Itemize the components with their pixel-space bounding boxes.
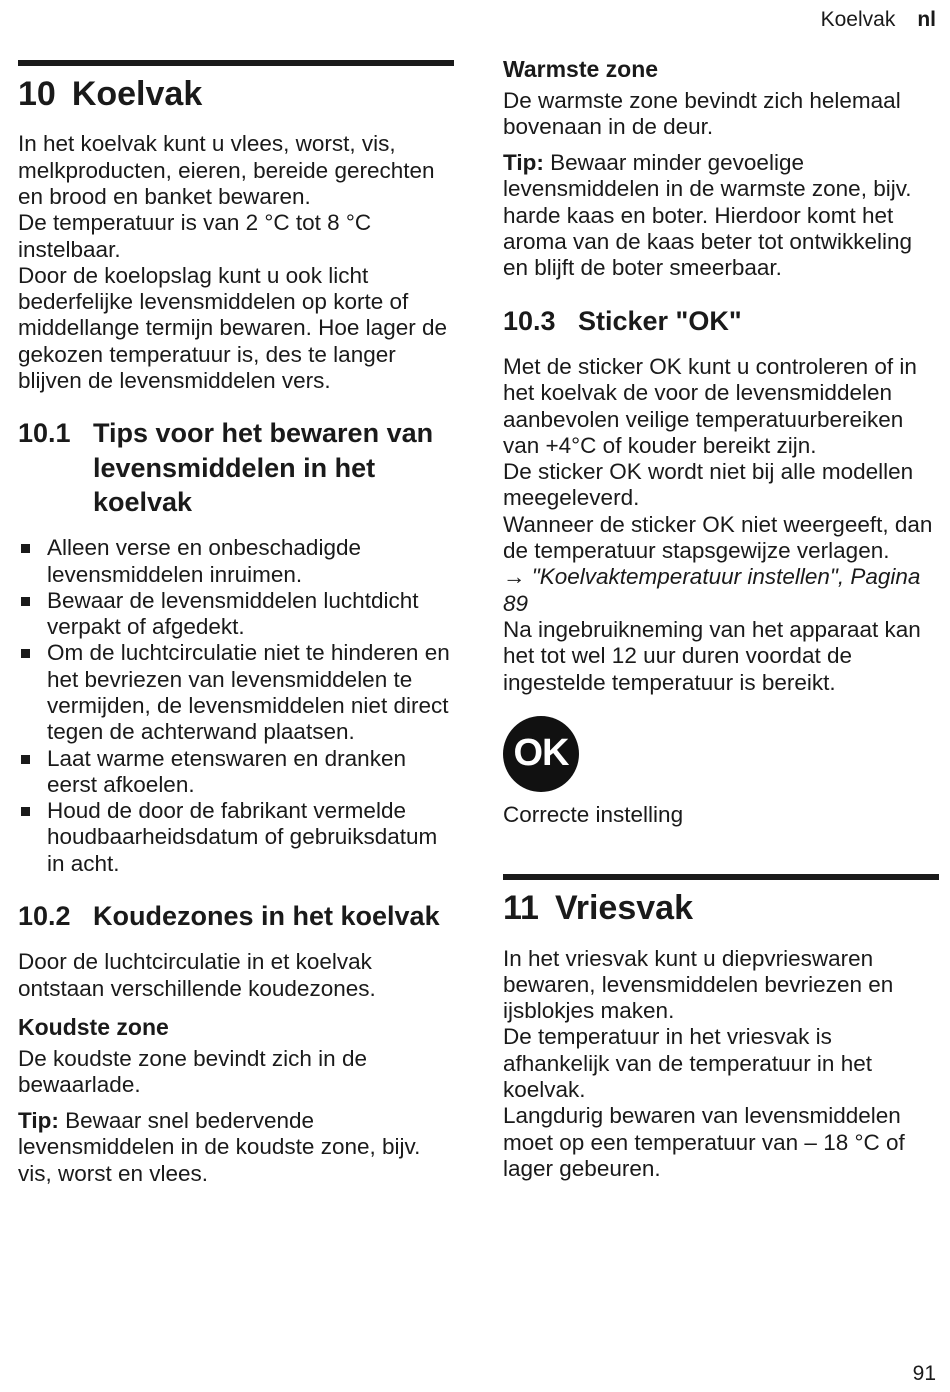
paragraph: Met de sticker OK kunt u controleren of in het koelvak de voor de levensmiddelen aanbevolen veilige temperatuurbereiken van +4°C of kouder bereikt zijn. (503, 353, 917, 458)
arrow-right-icon: → (503, 564, 526, 590)
section-rule (18, 60, 454, 66)
list-item: Bewaar de levensmiddelen luchtdicht verpakt of afgedekt. (18, 588, 454, 641)
tip-paragraph: Tip: Bewaar minder gevoelige levensmiddelen in de warmste zone, bijv. harde kaas en boter. Hierdoor komt het aroma van de kaas beter tot ontwikkeling en blijft de boter smeerbaar. (503, 150, 912, 281)
paragraph: In het vriesvak kunt u diepvrieswaren bewaren, levensmiddelen bevriezen en ijsblokjes maken. (503, 945, 894, 1024)
header-section: Koelvak (820, 8, 896, 31)
paragraph: Door de luchtcirculatie in et koelvak ontstaan verschillende koudezones. (18, 949, 376, 1001)
list-item: Alleen verse en onbeschadigde levensmiddelen inruimen. (18, 535, 454, 588)
warmest-zone-heading: Warmste zone (503, 56, 659, 82)
cross-reference-link[interactable]: → "Koelvaktemperatuur instellen", Pagina 89 (503, 564, 921, 616)
section-rule (503, 874, 939, 880)
paragraph: De temperatuur in het vriesvak is afhankelijk van de temperatuur in het koelvak. (503, 1024, 872, 1102)
section-10-1-heading: 10.1 Tips voor het bewaren van levensmiddelen in het koelvak (18, 418, 434, 517)
ok-sticker-icon: OK (503, 716, 579, 792)
paragraph: In het koelvak kunt u vlees, worst, vis, melkproducten, eieren, bereide gerechten en brood en banket bewaren. (18, 131, 435, 209)
figure-caption: Correcte instelling (503, 801, 684, 827)
left-column (18, 60, 454, 1197)
section-10-3-heading: 10.3 Sticker "OK" (503, 305, 742, 336)
section-10-heading: 10 Koelvak (18, 75, 203, 113)
page-number: 91 (912, 1362, 936, 1385)
tip-paragraph: Tip: Bewaar snel bedervende levensmiddelen in de koudste zone, bijv. vis, worst en vlees. (18, 1108, 421, 1186)
running-header (821, 8, 936, 32)
coldest-zone-heading: Koudste zone (18, 1013, 169, 1040)
list-item: Om de luchtcirculatie niet te hinderen en het bevriezen van levensmiddelen te vermijden, de levensmiddelen niet direct tegen de achterwand plaatsen. (18, 640, 454, 745)
paragraph: De temperatuur is van 2 °C tot 8 °C instelbaar. (18, 210, 372, 262)
list-item: Laat warme etenswaren en dranken eerst afkoelen. (18, 746, 454, 799)
header-language: nl (917, 8, 936, 31)
paragraph: Door de koelopslag kunt u ook licht bederfelijke levensmiddelen op korte of middellange termijn bewaren. Hoe lager de gekozen temperatuur is, des te langer blijven de levensmiddelen vers. (18, 262, 447, 394)
right-column (503, 56, 939, 1192)
section-10-2-heading: 10.2 Koudezones in het koelvak (18, 901, 440, 932)
paragraph: De warmste zone bevindt zich helemaal bovenaan in de deur. (503, 87, 901, 139)
paragraph: Wanneer de sticker OK niet weergeeft, dan de temperatuur stapsgewijze verlagen. (503, 511, 933, 564)
paragraph: Langdurig bewaren van levensmiddelen moet op een temperatuur van – 18 °C of lager gebeuren. (503, 1103, 905, 1181)
paragraph: De sticker OK wordt niet bij alle modellen meegeleverd. (503, 459, 914, 511)
section-11-heading: 11 Vriesvak (503, 889, 693, 928)
tips-list (18, 535, 454, 877)
paragraph: Na ingebruikneming van het apparaat kan het tot wel 12 uur duren voordat de ingestelde temperatuur is bereikt. (503, 616, 921, 695)
paragraph: De koudste zone bevindt zich in de bewaarlade. (18, 1045, 367, 1097)
list-item: Houd de door de fabrikant vermelde houdbaarheidsdatum of gebruiksdatum in acht. (18, 798, 454, 877)
